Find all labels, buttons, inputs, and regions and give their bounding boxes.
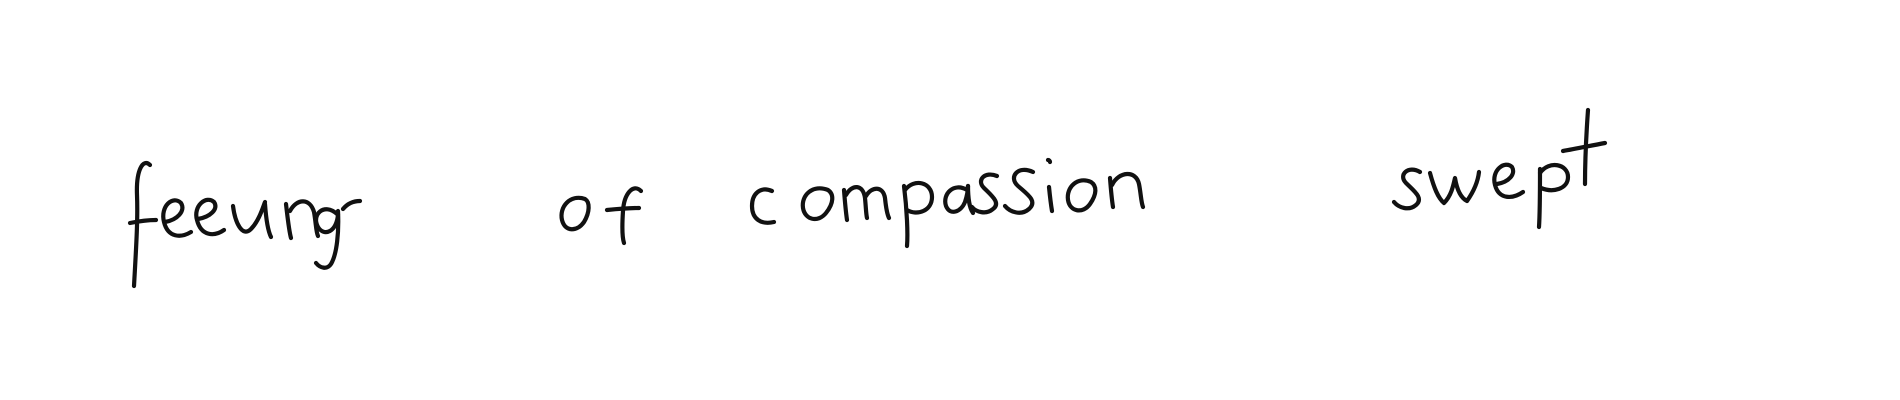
word-swept (1394, 110, 1605, 227)
word-of (562, 188, 641, 243)
word-compassion (752, 160, 1143, 246)
word-feeling (130, 163, 360, 286)
